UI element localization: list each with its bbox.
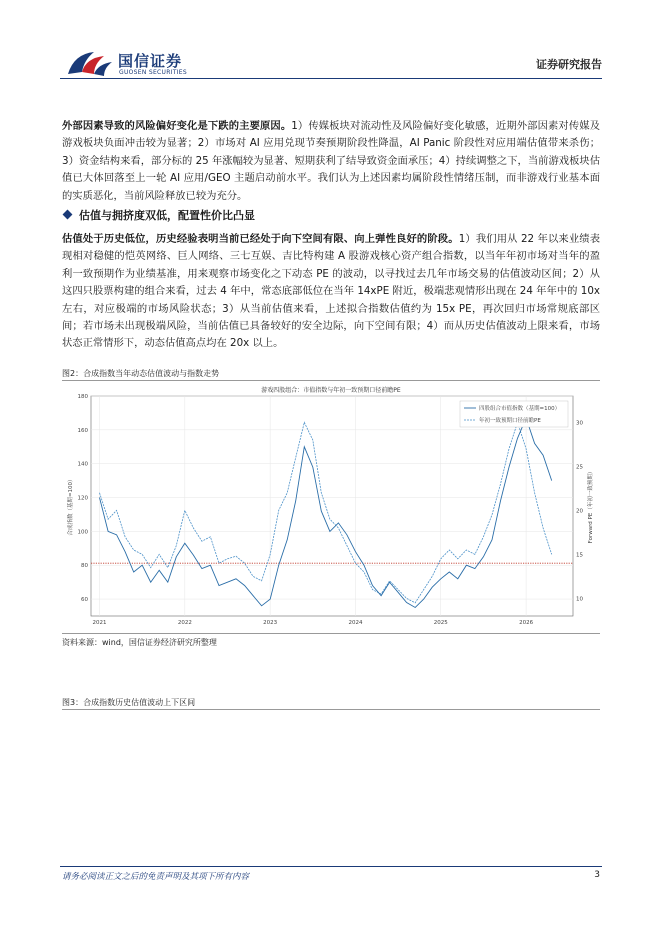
y2-axis-label: Forward PE（年初一致预期） [588, 468, 594, 544]
figure-2-title: 图2：合成指数当年动态估值波动与指数走势 [62, 369, 220, 378]
y2-tick-label: 20 [576, 508, 583, 515]
logo-text-en: GUOSEN SECURITIES [119, 69, 188, 76]
x-tick-label: 2024 [348, 620, 363, 626]
y-tick-label: 80 [81, 563, 88, 570]
y2-tick-label: 30 [576, 420, 583, 427]
x-tick-label: 2022 [177, 620, 192, 626]
figure-2-chart [62, 382, 600, 632]
section-heading [62, 207, 255, 223]
paragraph-valuation [62, 231, 600, 353]
logo-text-cn: 国信证券 [118, 52, 183, 70]
x-tick-label: 2026 [519, 620, 534, 626]
figure-3-top-rule [62, 709, 600, 710]
guosen-logo-mark-icon [64, 46, 116, 80]
y-tick-label: 180 [77, 394, 88, 400]
y-tick-label: 140 [77, 461, 88, 468]
diamond-bullet-icon [63, 210, 73, 220]
chart-legend [460, 401, 568, 427]
header-divider [60, 78, 602, 79]
y-tick-label: 60 [81, 597, 88, 604]
footer-divider [60, 866, 602, 867]
disclaimer-note: 请务必阅读正文之后的免责声明及其项下所有内容 [62, 872, 250, 882]
x-tick-label: 2023 [263, 620, 278, 626]
line-chart [62, 382, 600, 632]
legend-label-index: 四股组合市值指数（基期=100） [479, 406, 561, 412]
y-tick-label: 120 [77, 495, 88, 502]
figure-3-title: 图3：合成指数历史估值波动上下区间 [62, 698, 196, 707]
page-number: 3 [594, 870, 600, 880]
x-tick-label: 2025 [433, 620, 448, 626]
legend-label-pe: 年初一致预期口径前瞻PE [479, 418, 541, 424]
figure-2-bottom-rule [62, 633, 600, 634]
figure-2-source: 资料来源：wind，国信证券经济研究所整理 [62, 638, 217, 647]
x-tick-label: 2021 [92, 620, 107, 626]
chart-title: 游戏四股组合：市值指数与年初一致预期口径前瞻PE [261, 387, 401, 394]
page-header [60, 46, 602, 86]
report-type-label: 证券研究报告 [536, 58, 602, 71]
section-heading-text: 估值与拥挤度双低，配置性价比凸显 [79, 209, 255, 222]
y2-tick-label: 15 [576, 552, 583, 559]
paragraph-body: 1）传媒板块对流动性及风险偏好变化敏感，近期外部因素对传媒及游戏板块负面冲击较为显著；2）市场对 AI 应用兑现节奏预期阶段性降温，AI Panic 阶段性对应用端估值带来杀伤；3）资金结构来看，部分标的 25 年涨幅较为显著、短期获利了结导致资金面承压；4）持续调整之下，当前游戏板块估值已大体回落至上一轮 AI 应用/GEO 主题启动前水平。我们认为上述因素均属阶段性情绪压制，而非游戏行业基本面的实质恶化，当前风险释放已较为充分。 [62, 120, 600, 202]
paragraph-body: 1）我们用从 22 年以来业绩表现相对稳健的恺英网络、巨人网络、三七互娱、吉比特构建 A 股游戏核心资产组合指数，以当年年初市场对当年的盈利一致预期作为业绩基准，用来观察市场变化之下动态 PE 的波动，以寻找过去几年市场交易的估值波动区间；2）从这四只股票构建的组合来看，过去 4 年中，常态底部低位在当年 14xPE 附近，极端悲观情形出现在 24 年年中的 10x 左右，对应极端的市场风险状态；3）从当前估值来看，上述拟合指数估值约为 15x PE，再次回归市场常规底部区间；若市场未出现极端风险，当前估值已具备较好的安全边际，向下空间有限；4）而从历史估值波动上限来看，市场状态正常情形下，动态估值高点均在 20x 以上。 [62, 233, 601, 350]
paragraph-lead: 外部因素导致的风险偏好变化是下跌的主要原因。 [62, 120, 292, 132]
y-tick-label: 100 [77, 529, 88, 536]
y2-tick-label: 10 [576, 596, 583, 603]
y-tick-label: 160 [77, 427, 88, 434]
y-axis-label: 合成指数（基期=100） [68, 476, 74, 536]
paragraph-lead: 估值处于历史低位，历史经验表明当前已经处于向下空间有限、向上弹性良好的阶段。 [62, 233, 459, 245]
y2-tick-label: 25 [576, 464, 583, 471]
figure-2-top-rule [62, 380, 600, 381]
paragraph-risk-appetite [62, 118, 600, 205]
company-logo [64, 46, 254, 80]
